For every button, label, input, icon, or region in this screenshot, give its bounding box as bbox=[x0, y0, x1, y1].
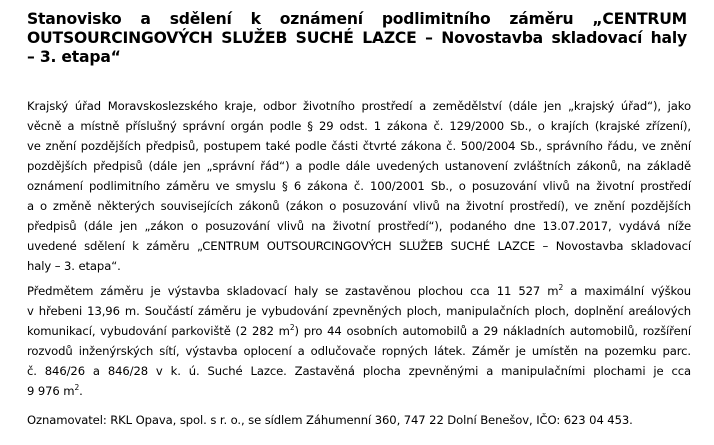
paragraph-line bbox=[27, 281, 691, 301]
paragraph-line: pozdějších předpisů (dále jen „správní řád“) a podle dále uvedených ustanovení zvláštních zákonů, na základě bbox=[27, 159, 691, 173]
text-segment: komunikací, vybudování parkoviště (2 282 m bbox=[27, 324, 290, 338]
title-line: OUTSOURCINGOVÝCH SLUŽEB SUCHÉ LAZCE – Novostavba skladovací haly bbox=[27, 29, 687, 47]
paragraph-line: rozvodů inženýrských sítí, výstavba oplocení a odlučovače ropných látek. Záměr je umístěn na pozemku parc. bbox=[27, 344, 691, 358]
text-segment: 9 976 m bbox=[27, 384, 75, 398]
document-title bbox=[27, 10, 687, 67]
title-line: – 3. etapa“ bbox=[27, 48, 121, 66]
text-segment: . bbox=[79, 384, 83, 398]
text-segment: ) pro 44 osobních automobilů a 29 nákladních automobilů, rozšíření bbox=[294, 324, 691, 338]
superscript: 2 bbox=[74, 383, 80, 393]
title-line: Stanovisko a sdělení k oznámení podlimitního záměru „CENTRUM bbox=[27, 10, 687, 28]
paragraph-line: předpisů (dále jen „zákon o posuzování vlivů na životní prostředí“), podaného dne 13.07.2017, vydává níže bbox=[27, 219, 691, 233]
paragraph-line: oznámení podlimitního záměru ve smyslu § 6 zákona č. 100/2001 Sb., o posuzování vlivů na životní prostředí bbox=[27, 179, 691, 193]
paragraph-line: ve znění pozdějších předpisů, postupem také podle části čtvrté zákona č. 500/2004 Sb., správního řádu, ve znění bbox=[27, 139, 691, 153]
paragraph-line: uvedené sdělení k záměru „CENTRUM OUTSOURCINGOVÝCH SLUŽEB SUCHÉ LAZCE – Novostavba skladovací bbox=[27, 239, 691, 253]
applicant-paragraph bbox=[27, 410, 691, 430]
superscript: 2 bbox=[289, 323, 295, 333]
paragraph-line bbox=[27, 321, 691, 341]
text-segment: a maximální výškou bbox=[563, 284, 692, 298]
paragraph-line: haly – 3. etapa“. bbox=[27, 259, 121, 273]
paragraph-line: a o změně některých souvisejících zákonů (zákon o posuzování vlivů na životní prostředí), ve znění pozdějších bbox=[27, 199, 691, 213]
paragraph-line: v hřebeni 13,96 m. Součástí záměru je vybudování zpevněných ploch, manipulačních ploch, doplnění areálových bbox=[27, 304, 691, 318]
paragraph-line: věcně a místně příslušný správní orgán podle § 29 odst. 1 zákona č. 129/2000 Sb., o krajích (krajské zřízení), bbox=[27, 119, 691, 133]
paragraph-line bbox=[27, 381, 691, 401]
paragraph-line: Oznamovatel: RKL Opava, spol. s r. o., se sídlem Záhumenní 360, 747 22 Dolní Benešov, IČO: 623 04 453. bbox=[27, 413, 633, 427]
superscript: 2 bbox=[558, 283, 564, 293]
paragraph-line: č. 846/26 a 846/28 v k. ú. Suché Lazce. Zastavěná plocha zpevněnými a manipulačními plochami je cca bbox=[27, 364, 691, 378]
text-segment: Předmětem záměru je výstavba skladovací haly se zastavěnou plochou cca 11 527 m bbox=[27, 284, 559, 298]
project-description-paragraph bbox=[27, 281, 691, 401]
paragraph-line: Krajský úřad Moravskoslezského kraje, odbor životního prostředí a zemědělství (dále jen „krajský úřad“), jako bbox=[27, 99, 691, 113]
intro-paragraph bbox=[27, 96, 691, 276]
